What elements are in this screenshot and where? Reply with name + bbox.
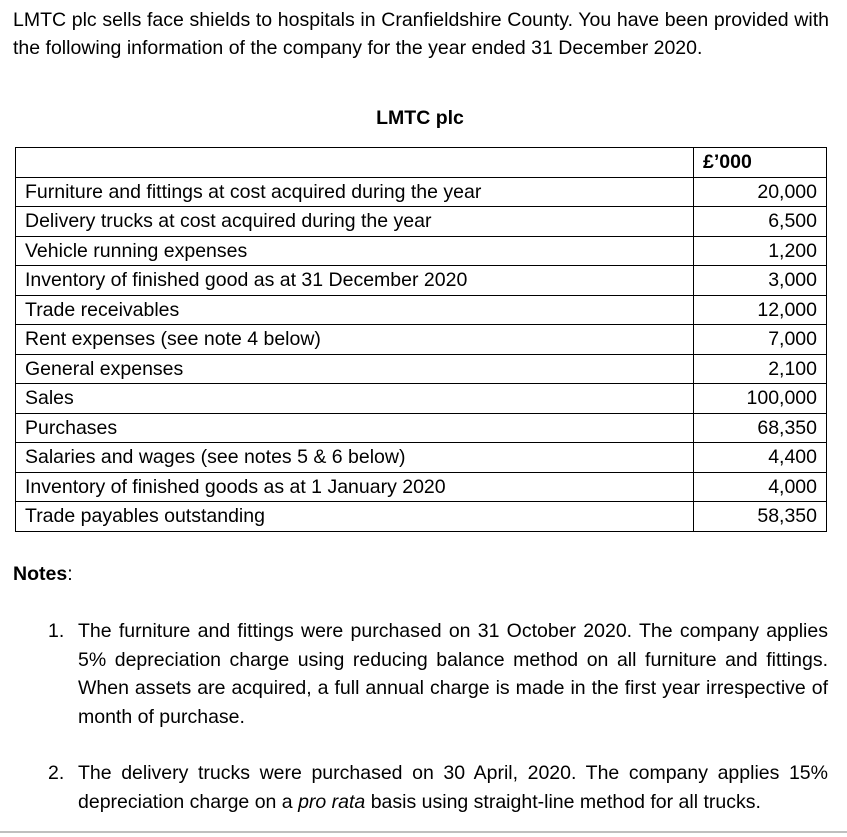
row-value: 6,500: [694, 207, 827, 237]
row-label: Purchases: [16, 413, 694, 443]
notes-list: [40, 617, 828, 816]
table-row: [16, 207, 827, 237]
row-value: 20,000: [694, 177, 827, 207]
table-row: [16, 354, 827, 384]
row-label: Inventory of finished good as at 31 December 2020: [16, 266, 694, 296]
table-row: [16, 325, 827, 355]
row-value: 7,000: [694, 325, 827, 355]
row-label: Inventory of finished goods as at 1 January 2020: [16, 472, 694, 502]
row-value: 3,000: [694, 266, 827, 296]
note-number: 1.: [48, 620, 65, 642]
row-label: General expenses: [16, 354, 694, 384]
table-row: [16, 443, 827, 473]
note-text-italic: pro rata: [298, 790, 366, 813]
table-row: [16, 266, 827, 296]
row-label: Sales: [16, 384, 694, 414]
table-row: [16, 384, 827, 414]
row-value: 4,000: [694, 472, 827, 502]
notes-heading-colon: :: [67, 563, 73, 585]
row-value: 2,100: [694, 354, 827, 384]
unit-header: £’000: [694, 148, 827, 178]
row-label: Vehicle running expenses: [16, 236, 694, 266]
table-row: [16, 236, 827, 266]
row-label: Furniture and fittings at cost acquired during the year: [16, 177, 694, 207]
company-title: LMTC plc: [376, 107, 464, 129]
row-label: Trade payables outstanding: [16, 502, 694, 532]
notes-heading-label: Notes: [13, 563, 68, 585]
table-row: [16, 413, 827, 443]
row-label: Rent expenses (see note 4 below): [16, 325, 694, 355]
notes-heading: [13, 560, 73, 588]
row-value: 1,200: [694, 236, 827, 266]
row-label: Trade receivables: [16, 295, 694, 325]
header-blank-cell: [16, 148, 694, 178]
note-text-start: The delivery trucks were purchased on 30 April, 2020. The company applies 15% depreciation charge on a: [78, 762, 828, 813]
row-value: 58,350: [694, 502, 827, 532]
row-value: 68,350: [694, 413, 827, 443]
row-value: 100,000: [694, 384, 827, 414]
note-number: 2.: [48, 762, 65, 784]
table-header-row: [16, 148, 827, 178]
note-item-2: [40, 759, 828, 816]
row-value: 4,400: [694, 443, 827, 473]
table-row: [16, 472, 827, 502]
row-label: Delivery trucks at cost acquired during the year: [16, 207, 694, 237]
financial-data-table: [15, 147, 827, 532]
row-value: 12,000: [694, 295, 827, 325]
note-item-1: [40, 617, 828, 731]
row-label: Salaries and wages (see notes 5 & 6 below): [16, 443, 694, 473]
table-row: [16, 295, 827, 325]
intro-paragraph: LMTC plc sells face shields to hospitals in Cranfieldshire County. You have been provided with the following information of the company for the year ended 31 December 2020.: [13, 9, 829, 59]
page-bottom-divider: [0, 831, 847, 833]
table-row: [16, 177, 827, 207]
table-row: [16, 502, 827, 532]
note-text-end: basis using straight-line method for all trucks.: [365, 790, 761, 813]
note-text: The furniture and fittings were purchased on 31 October 2020. The company applies 5% depreciation charge using reducing balance method on all furniture and fittings. When assets are acquired, a full annual charge is made in the first year irrespective of month of purchase.: [78, 620, 828, 728]
